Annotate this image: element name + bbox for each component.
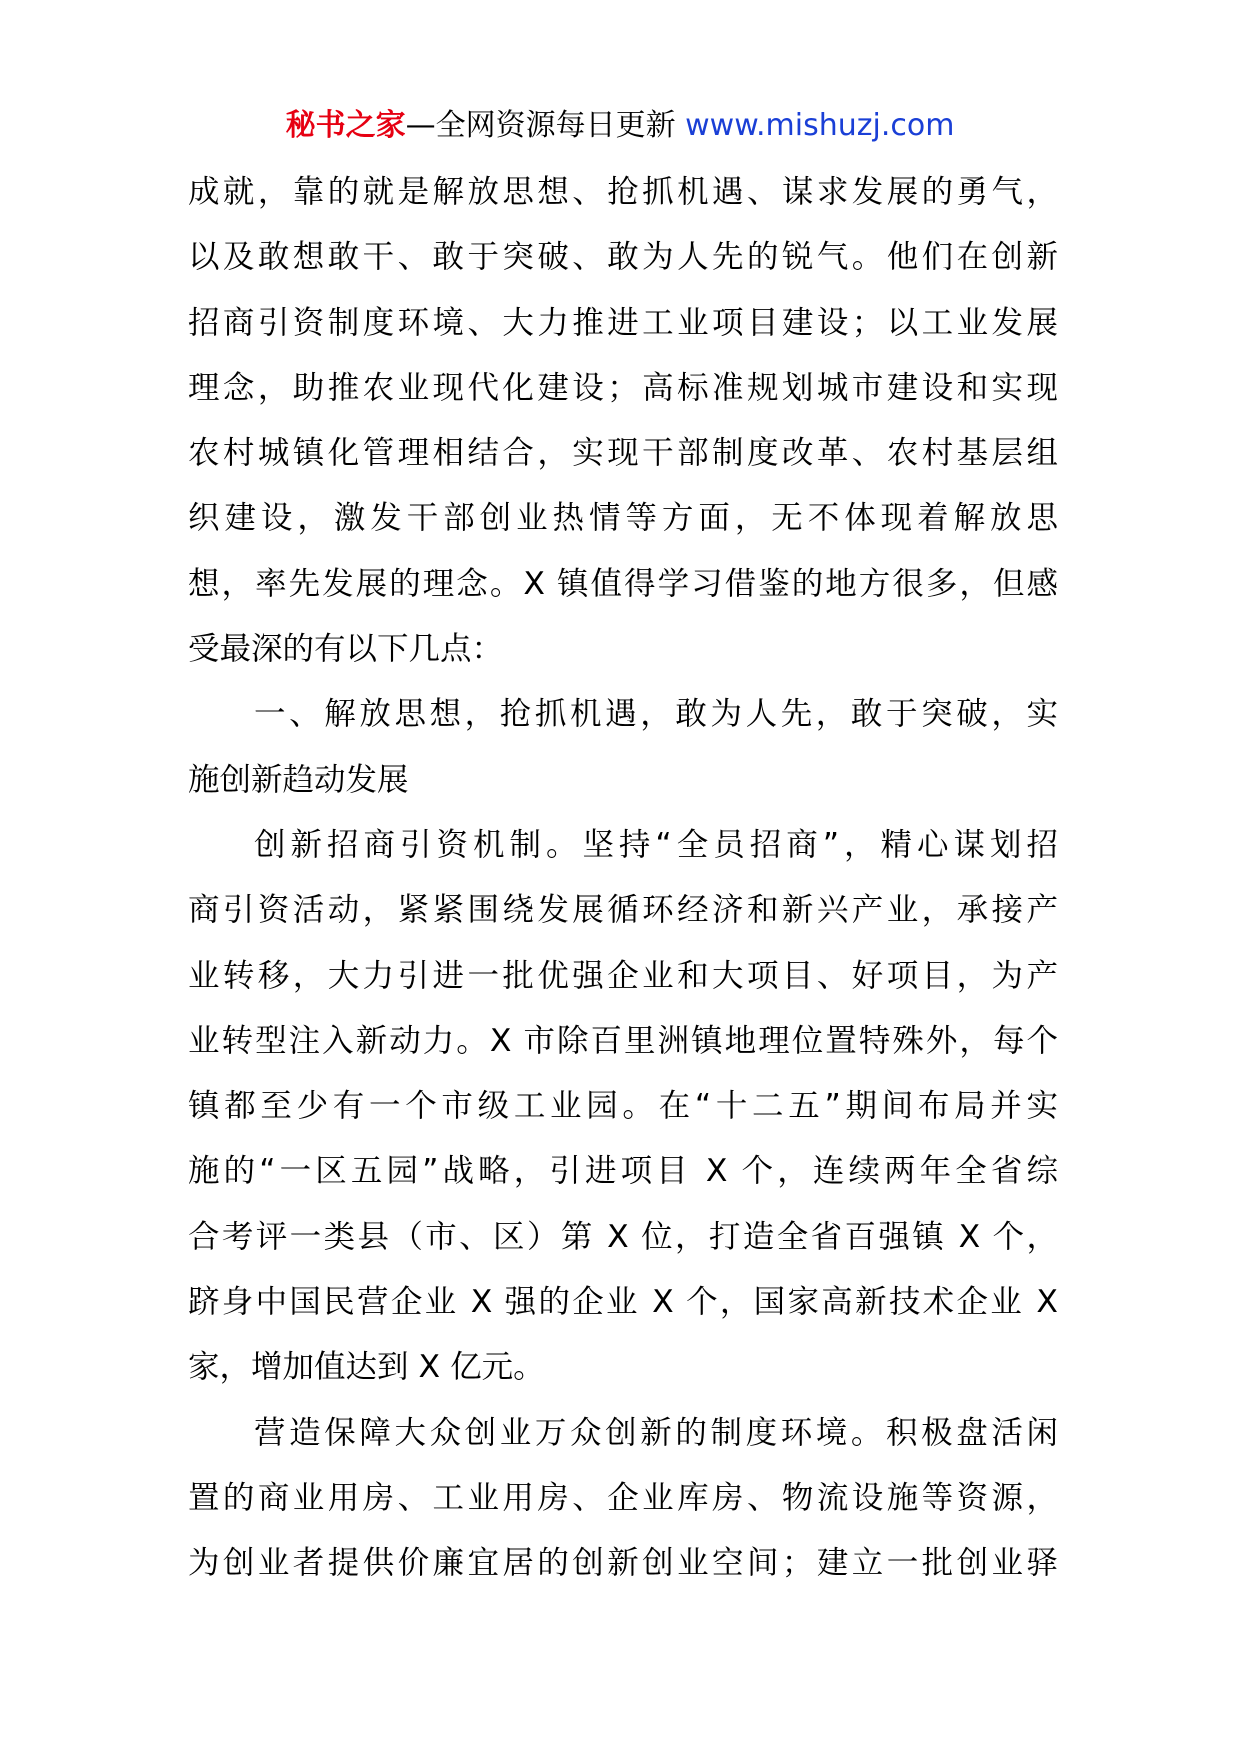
- paragraph-line: 织建设，激发干部创业热情等方面，无不体现着解放思: [188, 500, 1058, 537]
- paragraph-line: 以及敢想敢干、敢于突破、敢为人先的锐气。他们在创新: [188, 239, 1058, 276]
- brand-name: 秘书之家: [285, 108, 406, 143]
- paragraph-line: 合考评一类县（市、区）第 X 位，打造全省百强镇 X 个，: [188, 1218, 1058, 1255]
- paragraph-line: 为创业者提供价廉宜居的创新创业空间；建立一批创业驿: [188, 1545, 1058, 1582]
- paragraph-line: 商引资活动，紧紧围绕发展循环经济和新兴产业，承接产: [188, 892, 1058, 929]
- page-header: [0, 104, 1240, 148]
- paragraph-line: 理念，助推农业现代化建设；高标准规划城市建设和实现: [188, 369, 1058, 406]
- section-heading-line: 一、解放思想，抢抓机遇，敢为人先，敢于突破，实: [254, 696, 1058, 733]
- section-heading-line: 施创新趋动发展: [188, 761, 409, 798]
- paragraph-line: 创新招商引资机制。坚持“全员招商”，精心谋划招: [254, 826, 1058, 863]
- paragraph-line: 成就，靠的就是解放思想、抢抓机遇、谋求发展的勇气，: [188, 174, 1058, 210]
- paragraph-line: 跻身中国民营企业 X 强的企业 X 个，国家高新技术企业 X: [188, 1284, 1058, 1321]
- paragraph-line: 招商引资制度环境、大力推进工业项目建设；以工业发展: [188, 304, 1058, 341]
- paragraph-line: 家，增加值达到 X 亿元。: [188, 1349, 545, 1386]
- paragraph-line: 想，率先发展的理念。X 镇值得学习借鉴的地方很多，但感: [188, 565, 1058, 602]
- paragraph-line: 受最深的有以下几点：: [188, 631, 504, 668]
- paragraph-line: 镇都至少有一个市级工业园。在“十二五”期间布局并实: [188, 1088, 1058, 1125]
- header-tagline: —全网资源每日更新: [405, 108, 676, 143]
- paragraph-line: 营造保障大众创业万众创新的制度环境。积极盘活闲: [254, 1414, 1058, 1451]
- paragraph-line: 业转移，大力引进一批优强企业和大项目、好项目，为产: [188, 957, 1058, 994]
- site-url-link[interactable]: www.mishuzj.com: [685, 108, 955, 143]
- paragraph-line: 置的商业用房、工业用房、企业库房、物流设施等资源，: [188, 1479, 1058, 1516]
- paragraph-line: 农村城镇化管理相结合，实现干部制度改革、农村基层组: [188, 435, 1058, 472]
- paragraph-line: 施的“一区五园”战略，引进项目 X 个，连续两年全省综: [188, 1153, 1058, 1190]
- paragraph-line: 业转型注入新动力。X 市除百里洲镇地理位置特殊外，每个: [188, 1022, 1058, 1059]
- document-body: [188, 160, 1058, 1597]
